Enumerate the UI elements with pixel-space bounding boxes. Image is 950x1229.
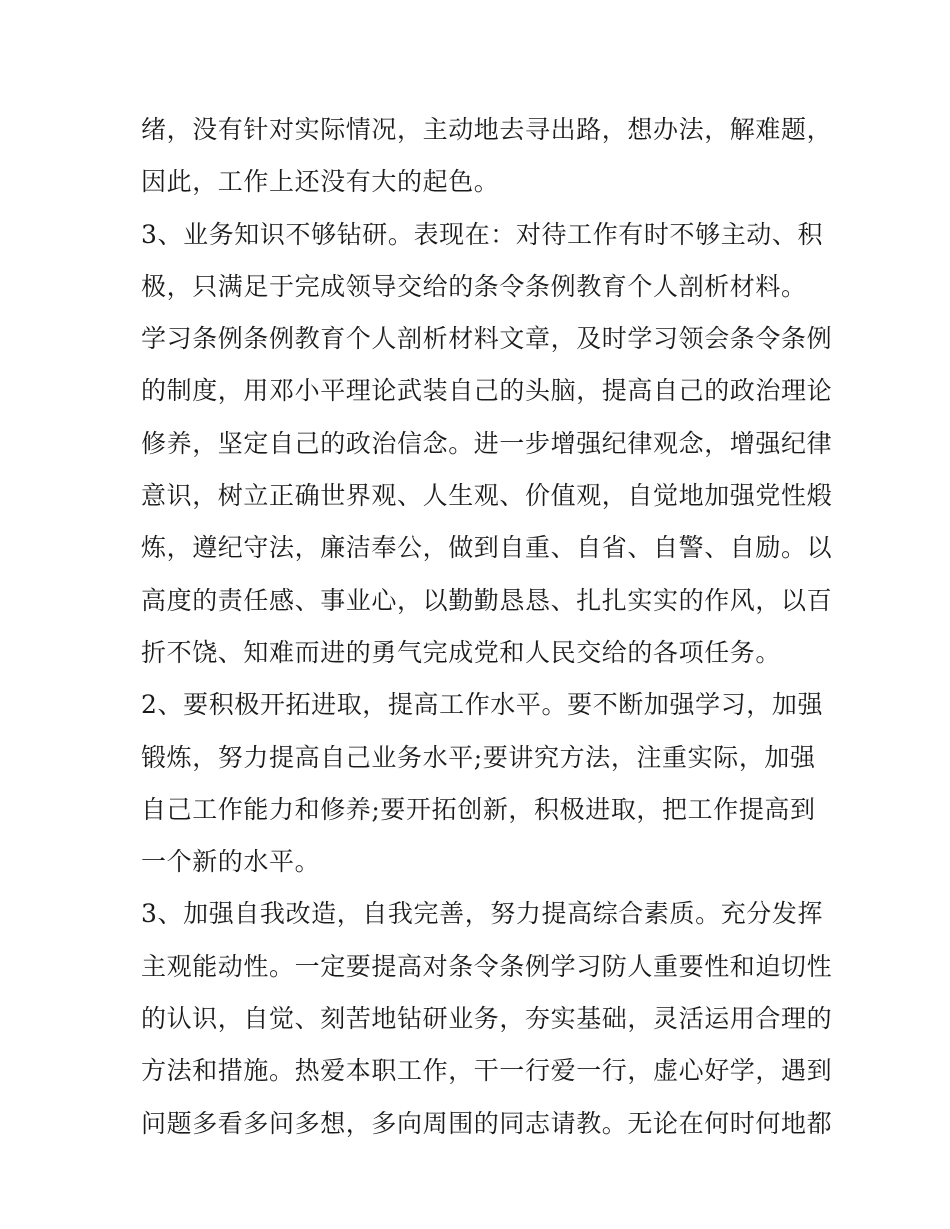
text-line: 锻炼，努力提高自己业务水平;要讲究方法，注重实际，加强 xyxy=(141,742,816,772)
text-line: 2、要积极开拓进取，提高工作水平。要不断加强学习，加强 xyxy=(141,690,824,720)
text-line: 主观能动性。一定要提高对条令条例学习防人重要性和迫切性 xyxy=(141,951,833,981)
text-line: 学习条例条例教育个人剖析材料文章，及时学习领会条令条例 xyxy=(141,324,833,354)
text-line: 折不饶、知难而进的勇气完成党和人民交给的各项任务。 xyxy=(141,637,782,667)
text-line: 一个新的水平。 xyxy=(141,847,321,877)
text-line: 意识，树立正确世界观、人生观、价值观，自觉地加强党性煅 xyxy=(141,481,833,511)
text-line: 极，只满足于完成领导交给的条令条例教育个人剖析材料。 xyxy=(141,271,807,301)
text-line: 高度的责任感、事业心，以勤勤恳恳、扎扎实实的作风，以百 xyxy=(141,585,833,615)
text-line: 3、业务知识不够钻研。表现在：对待工作有时不够主动、积 xyxy=(141,219,824,249)
text-line: 方法和措施。热爱本职工作，干一行爱一行，虚心好学，遇到 xyxy=(141,1056,833,1086)
text-line: 问题多看多问多想，多向周围的同志请教。无论在何时何地都 xyxy=(141,1108,833,1138)
text-line: 因此，工作上还没有大的起色。 xyxy=(141,167,500,197)
text-line: 绪，没有针对实际情况，主动地去寻出路，想办法，解难题， xyxy=(141,115,833,144)
text-line: 3、加强自我改造，自我完善，努力提高综合素质。充分发挥 xyxy=(141,899,824,929)
text-line: 的制度，用邓小平理论武装自己的头脑，提高自己的政治理论 xyxy=(141,376,833,406)
document-body xyxy=(141,104,833,1150)
text-line: 自己工作能力和修养;要开拓创新，积极进取，把工作提高到 xyxy=(141,794,816,824)
text-line: 炼，遵纪守法，廉洁奉公，做到自重、自省、自警、自励。以 xyxy=(141,533,833,563)
text-line: 的认识，自觉、刻苦地钻研业务，夯实基础，灵活运用合理的 xyxy=(141,1004,833,1034)
text-line: 修养，坚定自己的政治信念。进一步增强纪律观念，增强纪律 xyxy=(141,428,833,458)
